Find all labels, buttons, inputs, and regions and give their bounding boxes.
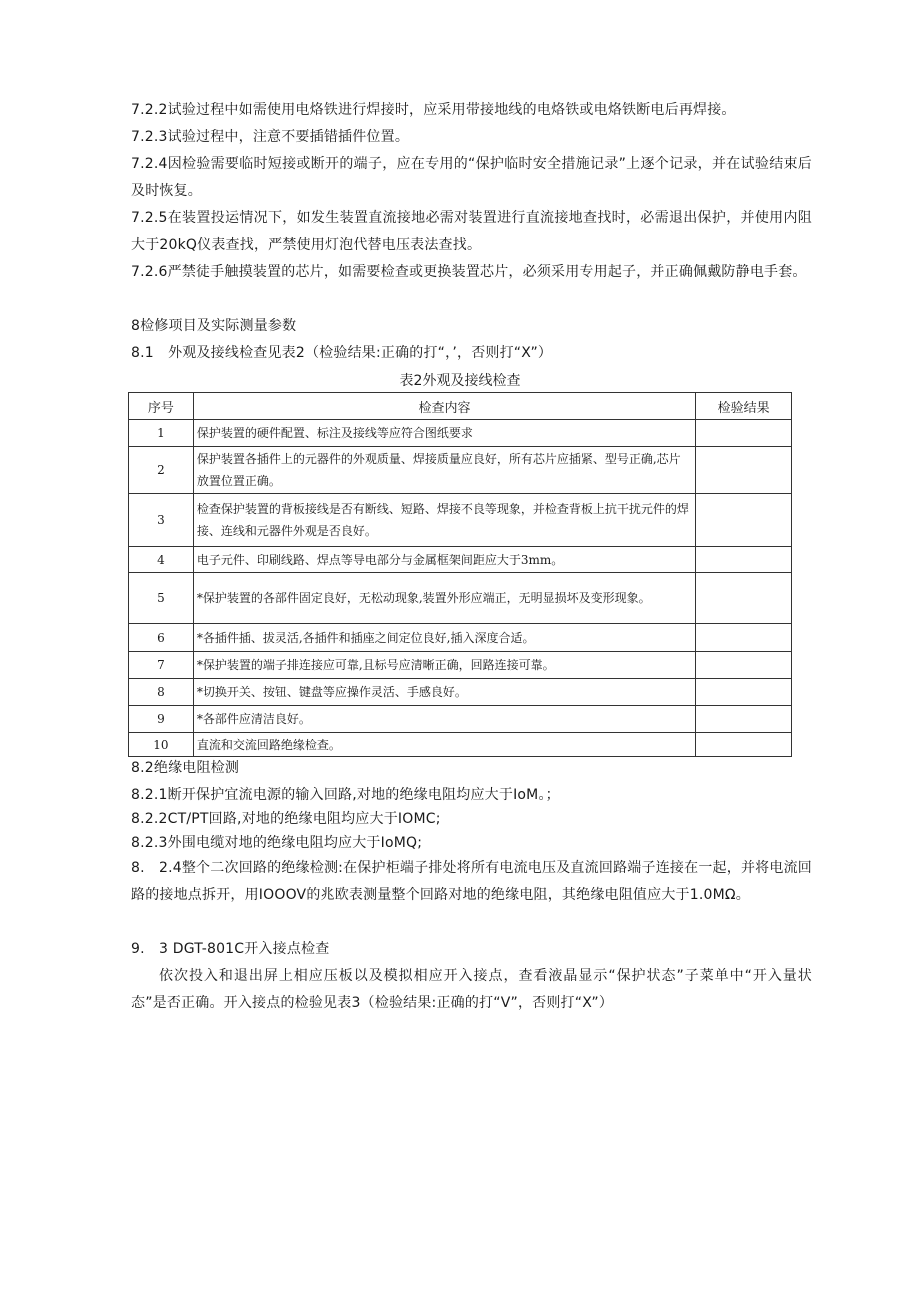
row-result[interactable]	[696, 624, 792, 652]
table-caption: 表2外观及接线检查	[399, 373, 521, 389]
row-no: 3	[129, 494, 194, 547]
row-result[interactable]	[696, 652, 792, 679]
table-row	[129, 494, 792, 547]
row-no: 5	[129, 573, 194, 624]
paragraph-7-2-4: 7.2.4因检验需要临时短接或断开的端子，应在专用的“保护临时安全措施记录”上逐个记录，并在试验结束后及时恢复。	[131, 156, 812, 199]
row-content: *各插件插、拔灵活,各插件和插座之间定位良好,插入深度合适。	[193, 624, 695, 652]
paragraph-8-1: 8.1 外观及接线检查见表2（检验结果:正确的打“，’，否则打“X”）	[131, 345, 553, 361]
row-result[interactable]	[696, 420, 792, 447]
header-result: 检验结果	[696, 393, 792, 420]
table-row	[129, 547, 792, 573]
row-result[interactable]	[696, 733, 792, 757]
row-no: 2	[129, 447, 194, 494]
paragraph-9-3-body: 依次投入和退出屏上相应压板以及模拟相应开入接点，查看液晶显示“保护状态”子菜单中“开入量状态”是否正确。开入接点的检验见表3（检验结果:正确的打“V”，否则打“X”）	[131, 968, 812, 1011]
row-content: 检查保护装置的背板接线是否有断线、短路、焊接不良等现象，并检查背板上抗干扰元件的焊接、连线和元器件外观是否良好。	[193, 494, 695, 547]
row-result[interactable]	[696, 547, 792, 573]
paragraph-7-2-2: 7.2.2试验过程中如需使用电烙铁进行焊接时，应采用带接地线的电烙铁或电烙铁断电后再焊接。	[131, 102, 736, 118]
inspection-table	[128, 392, 792, 757]
paragraph-8-2-2: 8.2.2CT/PT回路,对地的绝缘电阻均应大于IOMC;	[131, 811, 441, 827]
row-no: 6	[129, 624, 194, 652]
table-row	[129, 652, 792, 679]
row-content: 电子元件、印刷线路、焊点等导电部分与金属框架间距应大于3mm。	[193, 547, 695, 573]
row-content: *保护装置的各部件固定良好，无松动现象,装置外形应端正，无明显损坏及变形现象。	[193, 573, 695, 624]
row-content: 保护装置的硬件配置、标注及接线等应符合图纸要求	[193, 420, 695, 447]
table-row	[129, 420, 792, 447]
paragraph-7-2-6: 7.2.6严禁徒手触摸装置的芯片，如需要检查或更换装置芯片，必须采用专用起子，并正确佩戴防静电手套。	[131, 264, 807, 280]
table-row	[129, 706, 792, 733]
row-no: 4	[129, 547, 194, 573]
row-content: 保护装置各插件上的元器件的外观质量、焊接质量应良好，所有芯片应插紧、型号正确,芯片放置位置正确。	[193, 447, 695, 494]
paragraph-8-2-4: 8. 2.4整个二次回路的绝缘检测:在保护柜端子排处将所有电流电压及直流回路端子连接在一起，并将电流回路的接地点拆开，用IOOOV的兆欧表测量整个回路对地的绝缘电阻，其绝缘电阻值应大于1.0MΩ。	[131, 860, 812, 903]
row-no: 8	[129, 679, 194, 706]
table-row	[129, 624, 792, 652]
row-result[interactable]	[696, 494, 792, 547]
paragraph-8-2-1: 8.2.1断开保护宜流电源的输入回路,对地的绝缘电阻均应大于IoM。；	[131, 787, 560, 803]
header-no: 序号	[129, 393, 194, 420]
row-no: 7	[129, 652, 194, 679]
row-no: 10	[129, 733, 194, 757]
row-no: 1	[129, 420, 194, 447]
section-heading-8-2: 8.2绝缘电阻检测	[131, 760, 240, 776]
row-result[interactable]	[696, 573, 792, 624]
table-row	[129, 679, 792, 706]
row-result[interactable]	[696, 679, 792, 706]
section-heading-8: 8检修项目及实际测量参数	[131, 318, 297, 334]
row-result[interactable]	[696, 706, 792, 733]
table-row	[129, 733, 792, 757]
row-content: *切换开关、按钮、键盘等应操作灵活、手感良好。	[193, 679, 695, 706]
row-content: *保护装置的端子排连接应可靠,且标号应清晰正确，回路连接可靠。	[193, 652, 695, 679]
section-heading-9-3: 9. 3 DGT-801C开入接点检查	[131, 941, 330, 957]
row-content: *各部件应清洁良好。	[193, 706, 695, 733]
header-content: 检查内容	[193, 393, 695, 420]
table-row	[129, 447, 792, 494]
table-row	[129, 573, 792, 624]
row-no: 9	[129, 706, 194, 733]
paragraph-7-2-5: 7.2.5在装置投运情况下，如发生装置直流接地必需对装置进行直流接地查找时，必需退出保护，并使用内阻大于20kQ仪表查找，严禁使用灯泡代替电压表法查找。	[131, 210, 812, 253]
paragraph-7-2-3: 7.2.3试验过程中，注意不要插错插件位置。	[131, 129, 410, 145]
table-header-row	[129, 393, 792, 420]
paragraph-8-2-3: 8.2.3外围电缆对地的绝缘电阻均应大于IoMQ;	[131, 835, 423, 851]
row-content: 直流和交流回路绝缘检查。	[193, 733, 695, 757]
row-result[interactable]	[696, 447, 792, 494]
